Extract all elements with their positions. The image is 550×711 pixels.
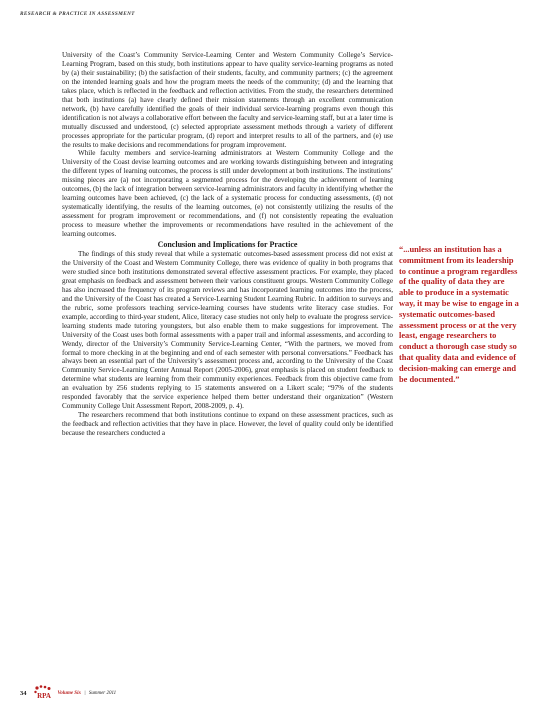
footer-separator: | <box>84 690 86 696</box>
body-paragraph: University of the Coast’s Community Service-Learning Center and Western Community College’s Service-Learning Program, based on this study, both institutions appear to have quality service-learning programs as noted by (a) their sustainability; (b) the satisfaction of their students, faculty, and community partners; (c) the agreement on the intended learning goals and how the program meets the needs of the community; (d) and the learning that takes place, which is reflected in the feedback and reflection activities. From the study, the researchers determined that both institutions (a) have clearly defined their mission statements through an excellent communication network, (b) have carefully identified the goals of their individual service-learning programs even though this identification is not always a collaborative effort between the faculty and service-learning staff, but at a later time is mutually discussed and understood, (c) selected appropriate assessment methods through a variety of different processes appropriate for the particular program, (d) report and interpret results to all of the partners, and (e) use the results to make decisions and recommendations for program improvement. <box>62 51 393 149</box>
running-head: RESEARCH & PRACTICE IN ASSESSMENT <box>20 11 135 17</box>
body-paragraph: The researchers recommend that both institutions continue to expand on these assessment practices, such as the feedback and reflection activities that they have in place. However, the level of quality could only be identified because the researchers conducted a <box>62 411 393 438</box>
pull-quote: “...unless an institution has a commitment from its leadership to continue a program regardless of the quality of data they are able to produce in a systematic way, it may be wise to engage in a systematic outcomes-based assessment process or at the very least, engage researchers to conduct a thorough case study so that quality data and evidence of decision-making can emerge and be documented.” <box>399 245 519 384</box>
page-footer <box>20 683 116 703</box>
rpa-logo-icon <box>33 684 55 702</box>
page-number: 34 <box>20 689 27 697</box>
section-heading: Conclusion and Implications for Practice <box>157 240 298 250</box>
footer-info <box>58 691 117 696</box>
article-body <box>62 51 393 438</box>
body-paragraph: While faculty members and service-learning administrators at Western Community College and the University of the Coast devise learning outcomes and are working towards distinguishing between and integrating the different types of learning outcomes, the process is still under development at both institutions. The institutions’ missing pieces are (a) not incorporating a segmented process for the developing the achievement of learning outcomes, (b) the lack of integration between service-learning administrators and faculty in identifying whether the learning outcomes have been achieved, (c) the lack of a systematic process for conducting assessments, (d) not systematically identifying, the results of the learning outcomes, (e) not consistently utilizing the results of the assessment for program improvement or recommendations, and (f) not consistently repeating the evaluation process to measure whether the improvements or recommendations have resulted in the achievement of the learning outcomes. <box>62 149 393 239</box>
body-paragraph: The findings of this study reveal that while a systematic outcomes-based assessment process did not exist at the University of the Coast and Western Community College, there was evidence of quality in both programs that were studied since both institutions demonstrated several effective assessment practices. For example, they placed great emphasis on feedback and assessment between their various constituent groups. Western Community College has also increased the frequency of its program reviews and has incorporated learning outcomes into the process, and the University of the Coast has created a Service-Learning Student Learning Rubric. In addition to surveys and the rubric, some professors teaching service-learning courses have students write literacy case studies. For example, according to third-year student, Alice, literacy case studies not only help to evaluate the progress service-learning students made tutoring youngsters, but also enable them to make suggestions for improvement. The University of the Coast uses both formal assessments with a paper trail and informal assessments, and according to Wendy, director of the University’s Community Service-Learning Center, “With the partners, we moved from formal to more checking in at the beginning and end of each semester with personal conversations.” Feedback has always been an essential part of the University’s assessment process and, according to the University of the Coast Community Service-Learning Center Annual Report (2005-2006), great emphasis is placed on student feedback to determine what students are learning from their community experiences. Feedback from this objective came from an evaluation by 256 students replying to 15 statements answered on a Likert scale; “97% of the students responded favorably that the service experience helped them better understand their organization” (Western Community College Unit Assessment Report, 2008-2009, p. 4). <box>62 250 393 411</box>
volume-label: Volume Six <box>57 690 81 696</box>
issue-label: Summer 2011 <box>88 690 117 696</box>
logo-text: RPA <box>36 692 51 700</box>
